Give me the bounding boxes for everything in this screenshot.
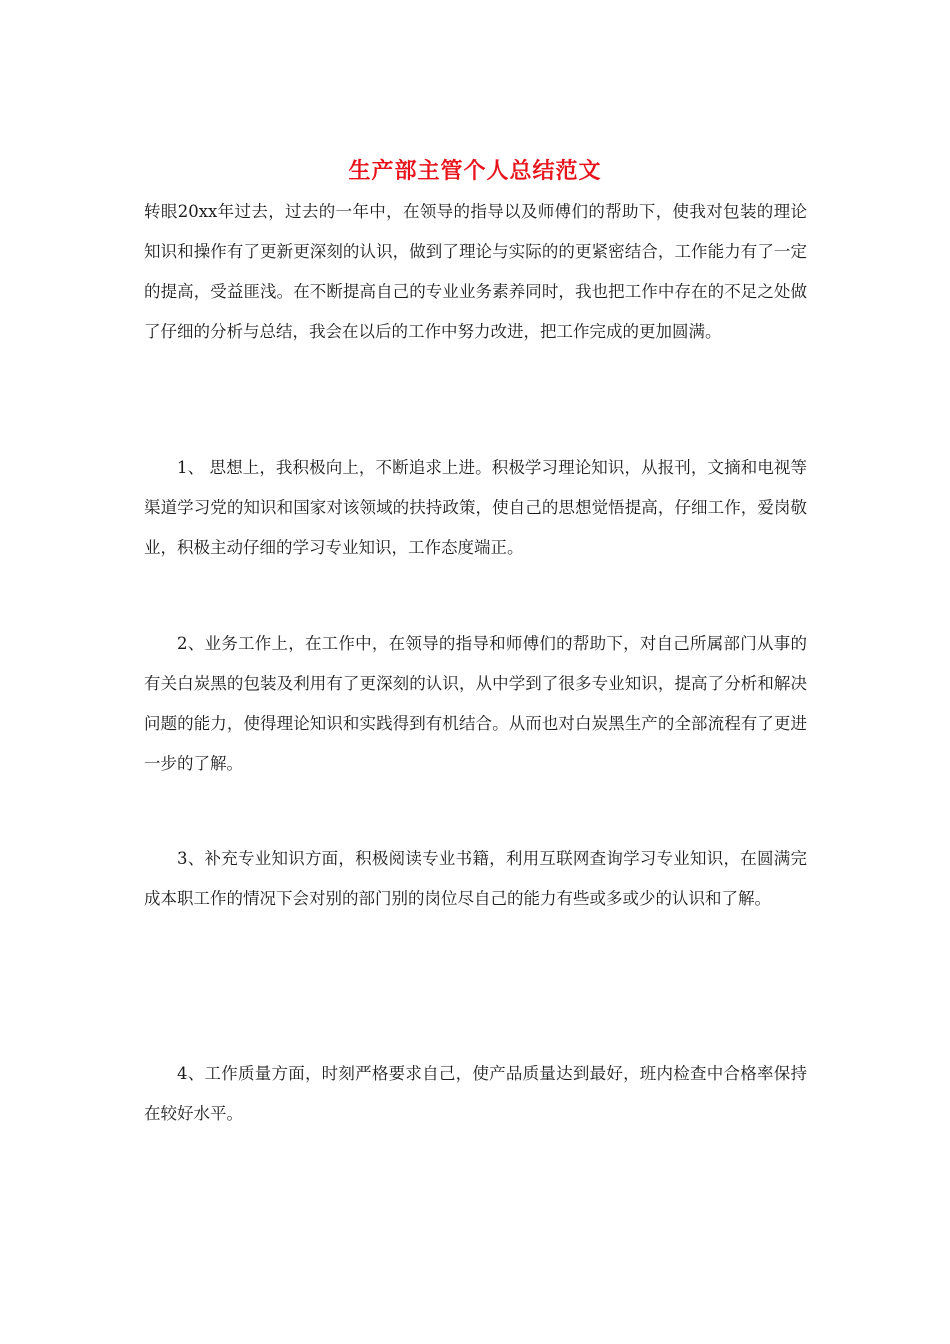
intro-paragraph: 转眼20xx年过去，过去的一年中，在领导的指导以及师傅们的帮助下，使我对包装的理论知识和操作有了更新更深刻的认识，做到了理论与实际的的更紧密结合，工作能力有了一定的提高，受益匪浅。在不断提高自己的专业业务素养同时，我也把工作中存在的不足之处做了仔细的分析与总结，我会在以后的工作中努力改进，把工作完成的更加圆满。 [144,202,807,341]
item-paragraph-4: 4、工作质量方面，时刻严格要求自己，使产品质量达到最好，班内检查中合格率保持在较好水平。 [144,1064,807,1123]
item-paragraph-1: 1、 思想上，我积极向上，不断追求上进。积极学习理论知识，从报刊，文摘和电视等渠道学习党的知识和国家对该领域的扶持政策，使自己的思想觉悟提高，仔细工作，爱岗敬业，积极主动仔细的学习专业知识，工作态度端正。 [144,458,807,557]
item-paragraph-2: 2、业务工作上，在工作中，在领导的指导和师傅们的帮助下，对自己所属部门从事的有关白炭黑的包装及利用有了更深刻的认识，从中学到了很多专业知识，提高了分析和解决问题的能力，使得理论知识和实践得到有机结合。从而也对白炭黑生产的全部流程有了更进一步的了解。 [144,634,807,773]
item-paragraph-3: 3、补充专业知识方面，积极阅读专业书籍，利用互联网查询学习专业知识，在圆满完成本职工作的情况下会对别的部门别的岗位尽自己的能力有些或多或少的认识和了解。 [144,849,807,908]
document-title: 生产部主管个人总结范文 [348,158,602,184]
